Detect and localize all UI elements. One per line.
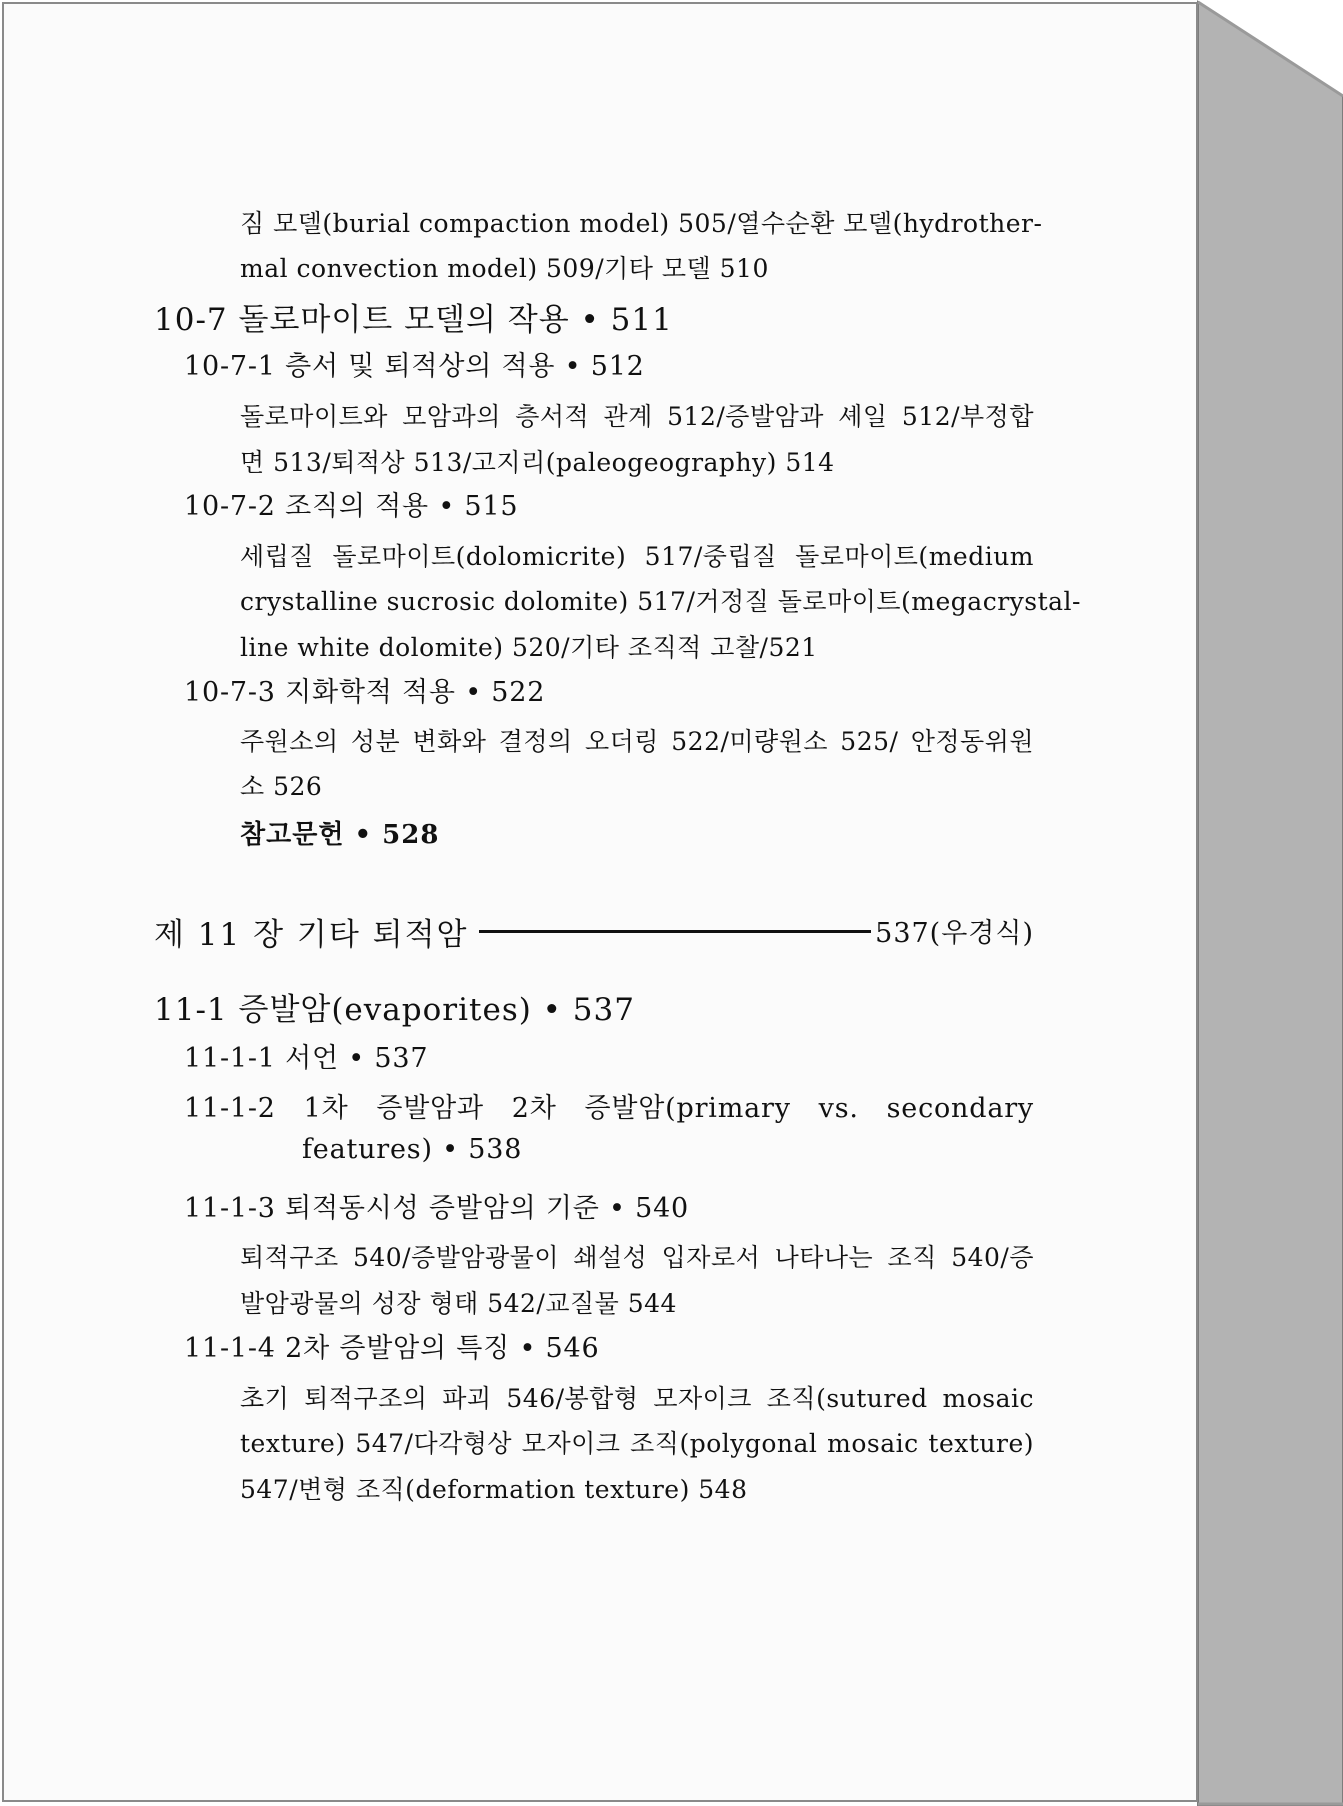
toc-subsection-heading: 11-1-3 퇴적동시성 증발암의 기준 • 540 — [184, 1193, 690, 1224]
chapter-heading — [154, 909, 1034, 955]
toc-text-line: 퇴적구조 540/증발암광물이 쇄설성 입자로서 나타나는 조직 540/증 — [240, 1243, 1034, 1272]
toc-text-line: 547/변형 조직(deformation texture) 548 — [240, 1475, 748, 1504]
toc-references: 참고문헌 • 528 — [240, 820, 440, 850]
toc-text-line: texture) 547/다각형상 모자이크 조직(polygonal mosaic texture) — [240, 1429, 1034, 1458]
page — [2, 2, 1198, 1802]
toc-subsection-heading: 11-1-1 서언 • 537 — [184, 1043, 429, 1074]
toc-text-line: 초기 퇴적구조의 파괴 546/봉합형 모자이크 조직(sutured mosaic — [240, 1384, 1034, 1413]
toc-subsection-heading-cont: features) • 538 — [302, 1134, 523, 1165]
toc-text-line: 짐 모델(burial compaction model) 505/열수순환 모델(hydrother- — [240, 209, 1043, 238]
toc-subsection-heading: 11-1-2 1차 증발암과 2차 증발암(primary vs. secondary — [184, 1093, 1034, 1124]
toc-text-line: 돌로마이트와 모암과의 층서적 관계 512/증발암과 셰일 512/부정합 — [240, 402, 1034, 431]
toc-section-heading: 10-7 돌로마이트 모델의 작용 • 511 — [154, 302, 673, 338]
toc-text-line: mal convection model) 509/기타 모델 510 — [240, 254, 769, 283]
toc-text-line: crystalline sucrosic dolomite) 517/거정질 돌로마이트(megacrystal- — [240, 587, 1081, 616]
toc-subsection-heading: 10-7-3 지화학적 적용 • 522 — [184, 677, 546, 708]
toc-text-line: 세립질 돌로마이트(dolomicrite) 517/중립질 돌로마이트(medium — [240, 542, 1034, 571]
toc-text-line: 주원소의 성분 변화와 결정의 오더링 522/미량원소 525/ 안정동위원 — [240, 727, 1034, 756]
toc-subsection-heading: 10-7-2 조직의 적용 • 515 — [184, 491, 519, 522]
toc-subsection-heading: 11-1-4 2차 증발암의 특징 • 546 — [184, 1333, 600, 1364]
toc-text-line: 면 513/퇴적상 513/고지리(paleogeography) 514 — [240, 448, 835, 477]
toc-text-line: 소 526 — [240, 772, 323, 801]
toc-section-heading: 11-1 증발암(evaporites) • 537 — [154, 992, 635, 1028]
toc-text-line: 발암광물의 성장 형태 542/교질물 544 — [240, 1289, 677, 1318]
toc-subsection-heading: 10-7-1 층서 및 퇴적상의 적용 • 512 — [184, 351, 645, 382]
chapter-title: 제 11 장 기타 퇴적암 — [154, 917, 469, 953]
toc-text-line: line white dolomite) 520/기타 조직적 고찰/521 — [240, 633, 818, 662]
table-of-contents — [4, 4, 1200, 1804]
chapter-page: 537(우경식) — [871, 911, 1034, 950]
